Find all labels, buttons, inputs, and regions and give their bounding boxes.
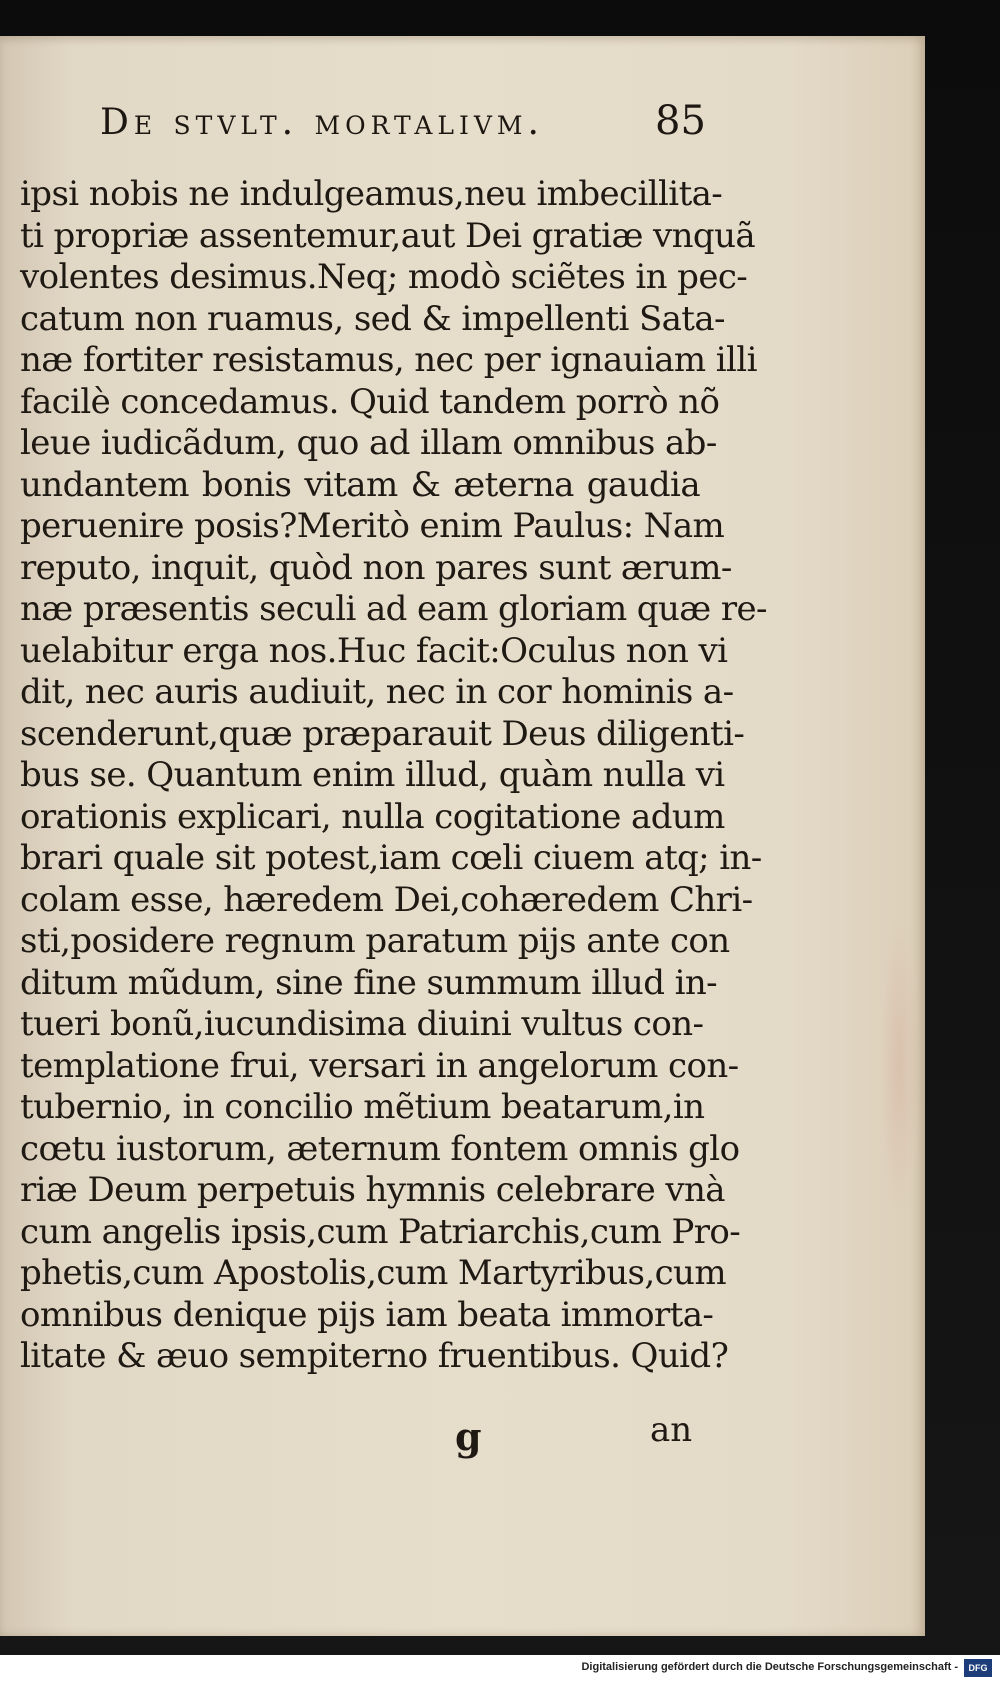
text-line: ti propriæ assentemur,aut Dei gratiæ vnquã (20, 215, 756, 256)
text-line: templatione frui, versari in angelorum con- (20, 1045, 739, 1086)
text-line: næ præsentis seculi ad eam gloriam quæ re- (20, 589, 767, 629)
text-line: omnibus denique pijs iam beata immorta- (20, 1294, 714, 1335)
dfg-logo: DFG (964, 1659, 992, 1677)
text-line: uelabitur erga nos.Huc facit:Oculus non vi (20, 630, 728, 671)
text-line: ipsi nobis ne indulgeamus,neu imbecillita- (20, 174, 723, 214)
text-line: orationis explicari, nulla cogitatione adum (20, 796, 725, 837)
text-line: peruenire posis?Meritò enim Paulus: Nam (20, 506, 725, 546)
text-line: catum non ruamus, sed & impellenti Sata- (20, 298, 725, 339)
page-number: 85 (655, 98, 706, 144)
text-line: cœtu iustorum, æternum fontem omnis glo (20, 1128, 740, 1169)
text-line: riæ Deum perpetuis hymnis celebrare vnà (20, 1170, 725, 1210)
text-line: facilè concedamus. Quid tandem porrò nõ (20, 381, 720, 422)
text-line: litate & æuo sempiterno fruentibus. Quid? (20, 1336, 729, 1376)
text-line: colam esse, hæredem Dei,cohæredem Chri- (20, 879, 753, 920)
text-line: undantem bonis vitam & æterna gaudia (20, 464, 700, 505)
text-line: cum angelis ipsis,cum Patriarchis,cum Pro- (20, 1211, 741, 1252)
text-line: leue iudicãdum, quo ad illam omnibus ab- (20, 423, 717, 463)
text-line: tubernio, in concilio mẽtium beatarum,in (20, 1087, 705, 1127)
signature-mark: g (455, 1414, 482, 1459)
text-line: ditum mũdum, sine fine summum illud in- (20, 962, 718, 1003)
catchword: an (650, 1410, 693, 1450)
text-line: næ fortiter resistamus, nec per ignauiam illi (20, 340, 757, 380)
text-line: reputo, inquit, quòd non pares sunt ærum- (20, 547, 732, 588)
footer-bar (0, 1655, 1000, 1684)
text-body (20, 174, 767, 1414)
text-line: volentes desimus.Neq; modò sciẽtes in pec- (20, 257, 748, 297)
text-line: dit, nec auris audiuit, nec in cor hominis a- (20, 672, 734, 712)
text-line: scenderunt,quæ præparauit Deus diligenti- (20, 713, 745, 754)
text-line: sti,posidere regnum paratum pijs ante con (20, 921, 730, 961)
footer-credit: Digitalisierung gefördert durch die Deutsche Forschungsgemeinschaft - (581, 1661, 958, 1673)
text-line: bus se. Quantum enim illud, quàm nulla vi (20, 755, 725, 795)
text-line: phetis,cum Apostolis,cum Martyribus,cum (20, 1253, 726, 1293)
text-line: brari quale sit potest,iam cœli ciuem atq; in- (20, 838, 762, 878)
text-line: tueri bonũ,iucundisima diuini vultus con- (20, 1004, 704, 1044)
page-stain (879, 916, 919, 1216)
running-head: De stvlt. mortalivm. (100, 102, 544, 143)
book-page (0, 36, 925, 1636)
